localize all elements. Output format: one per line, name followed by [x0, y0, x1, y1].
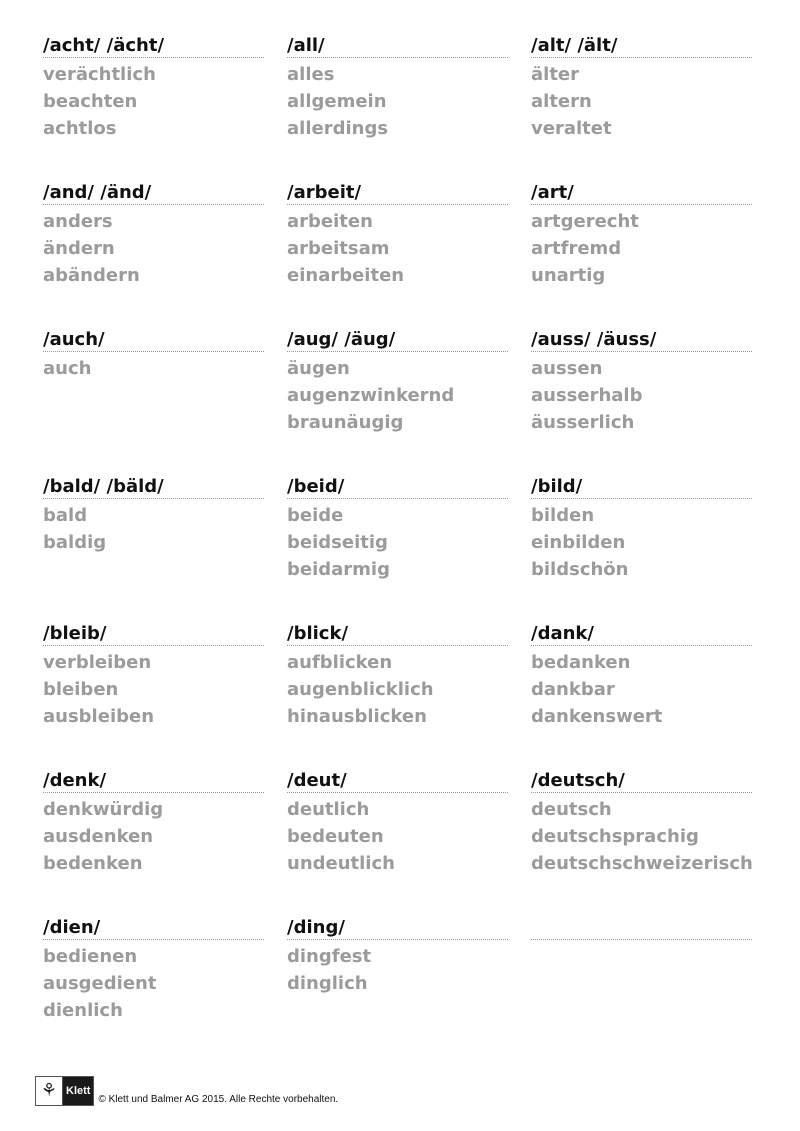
word-item: einarbeiten — [287, 265, 405, 286]
klett-logo-text: Klett — [63, 1077, 93, 1105]
word-family-grid — [43, 34, 752, 1063]
word-family — [43, 916, 264, 1063]
word-item: alles — [287, 64, 335, 85]
word-item: arbeiten — [287, 211, 373, 232]
word-family — [43, 181, 264, 328]
klett-clover-icon: ⚘ — [36, 1077, 63, 1105]
word-item: achtlos — [43, 118, 117, 139]
word-item: beide — [287, 505, 344, 526]
word-item: denkwürdig — [43, 799, 164, 820]
word-item: hinausblicken — [287, 706, 427, 727]
word-root: /bald/ /bäld/ — [43, 475, 264, 499]
word-family — [43, 328, 264, 475]
word-item: verbleiben — [43, 652, 152, 673]
word-family — [531, 475, 752, 622]
word-item: einbilden — [531, 532, 626, 553]
word-item: veraltet — [531, 118, 612, 139]
word-item: deutschsprachig — [531, 826, 699, 847]
word-root: /all/ — [287, 34, 508, 58]
word-root: /blick/ — [287, 622, 508, 646]
word-item: allerdings — [287, 118, 389, 139]
word-list — [287, 649, 508, 730]
word-root: /beid/ — [287, 475, 508, 499]
word-item: dingfest — [287, 946, 372, 967]
word-item: auch — [43, 358, 92, 379]
word-item: äugen — [287, 358, 350, 379]
word-list — [531, 796, 752, 877]
word-family — [531, 328, 752, 475]
word-item: bald — [43, 505, 88, 526]
word-item: augenzwinkernd — [287, 385, 455, 406]
word-list — [287, 943, 508, 997]
word-item: bedienen — [43, 946, 138, 967]
word-root: /dien/ — [43, 916, 264, 940]
word-list — [531, 355, 752, 436]
word-family — [287, 34, 508, 181]
footer — [35, 1076, 338, 1106]
word-list — [43, 208, 264, 289]
word-item: deutsch — [531, 799, 612, 820]
word-root: /aug/ /äug/ — [287, 328, 508, 352]
word-list — [287, 61, 508, 142]
word-root: /art/ — [531, 181, 752, 205]
word-root — [531, 916, 752, 940]
word-family — [531, 34, 752, 181]
word-list — [531, 502, 752, 583]
word-item: ändern — [43, 238, 115, 259]
word-list — [287, 796, 508, 877]
word-item: bleiben — [43, 679, 119, 700]
word-item: baldig — [43, 532, 107, 553]
word-root: /deutsch/ — [531, 769, 752, 793]
word-root: /dank/ — [531, 622, 752, 646]
word-family — [287, 328, 508, 475]
word-item: äusserlich — [531, 412, 635, 433]
word-item: bildschön — [531, 559, 629, 580]
word-item: altern — [531, 91, 592, 112]
word-list — [43, 649, 264, 730]
word-root: /and/ /änd/ — [43, 181, 264, 205]
word-family — [287, 769, 508, 916]
word-item: bedenken — [43, 853, 143, 874]
word-item: arbeitsam — [287, 238, 390, 259]
word-item: ausdenken — [43, 826, 154, 847]
word-list — [43, 61, 264, 142]
word-item: aufblicken — [287, 652, 393, 673]
word-root: /bild/ — [531, 475, 752, 499]
word-family — [43, 769, 264, 916]
word-item: augenblicklich — [287, 679, 434, 700]
word-item: älter — [531, 64, 580, 85]
word-list — [43, 502, 264, 556]
word-root: /auss/ /äuss/ — [531, 328, 752, 352]
word-family — [287, 622, 508, 769]
word-list — [43, 796, 264, 877]
word-item: deutlich — [287, 799, 370, 820]
word-item: unartig — [531, 265, 606, 286]
word-item: dankbar — [531, 679, 615, 700]
word-item: beidseitig — [287, 532, 388, 553]
word-root: /deut/ — [287, 769, 508, 793]
word-family — [531, 622, 752, 769]
word-root: /ding/ — [287, 916, 508, 940]
word-root: /arbeit/ — [287, 181, 508, 205]
word-item: aussen — [531, 358, 603, 379]
word-item: deutschschweizerisch — [531, 853, 753, 874]
word-family — [287, 475, 508, 622]
word-item: dankenswert — [531, 706, 663, 727]
word-root: /alt/ /ält/ — [531, 34, 752, 58]
word-root: /auch/ — [43, 328, 264, 352]
word-family — [287, 916, 508, 1063]
word-family — [43, 622, 264, 769]
word-item: bedanken — [531, 652, 631, 673]
word-item: bilden — [531, 505, 595, 526]
word-item: verächtlich — [43, 64, 156, 85]
word-item: beachten — [43, 91, 138, 112]
word-family — [43, 475, 264, 622]
word-item: braunäugig — [287, 412, 404, 433]
word-list — [287, 502, 508, 583]
word-item: undeutlich — [287, 853, 395, 874]
word-item: abändern — [43, 265, 140, 286]
word-item: dinglich — [287, 973, 368, 994]
word-root: /denk/ — [43, 769, 264, 793]
word-list — [43, 355, 264, 382]
word-family — [531, 181, 752, 328]
word-family — [531, 769, 752, 916]
word-item: ausbleiben — [43, 706, 155, 727]
word-family — [43, 34, 264, 181]
word-family — [287, 181, 508, 328]
word-item: ausgedient — [43, 973, 157, 994]
word-item: beidarmig — [287, 559, 390, 580]
word-item: dienlich — [43, 1000, 123, 1021]
word-list — [531, 208, 752, 289]
word-item: artgerecht — [531, 211, 639, 232]
word-family — [531, 916, 752, 1063]
word-root: /bleib/ — [43, 622, 264, 646]
word-item: bedeuten — [287, 826, 384, 847]
word-item: anders — [43, 211, 113, 232]
klett-logo — [35, 1076, 94, 1106]
copyright-notice: © Klett und Balmer AG 2015. Alle Rechte vorbehalten. — [98, 1094, 339, 1105]
word-item: artfremd — [531, 238, 622, 259]
word-root: /acht/ /ächt/ — [43, 34, 264, 58]
word-list — [531, 649, 752, 730]
word-list — [531, 61, 752, 142]
word-list — [287, 208, 508, 289]
word-list — [287, 355, 508, 436]
word-item: allgemein — [287, 91, 387, 112]
word-item: ausserhalb — [531, 385, 643, 406]
word-list — [43, 943, 264, 1024]
